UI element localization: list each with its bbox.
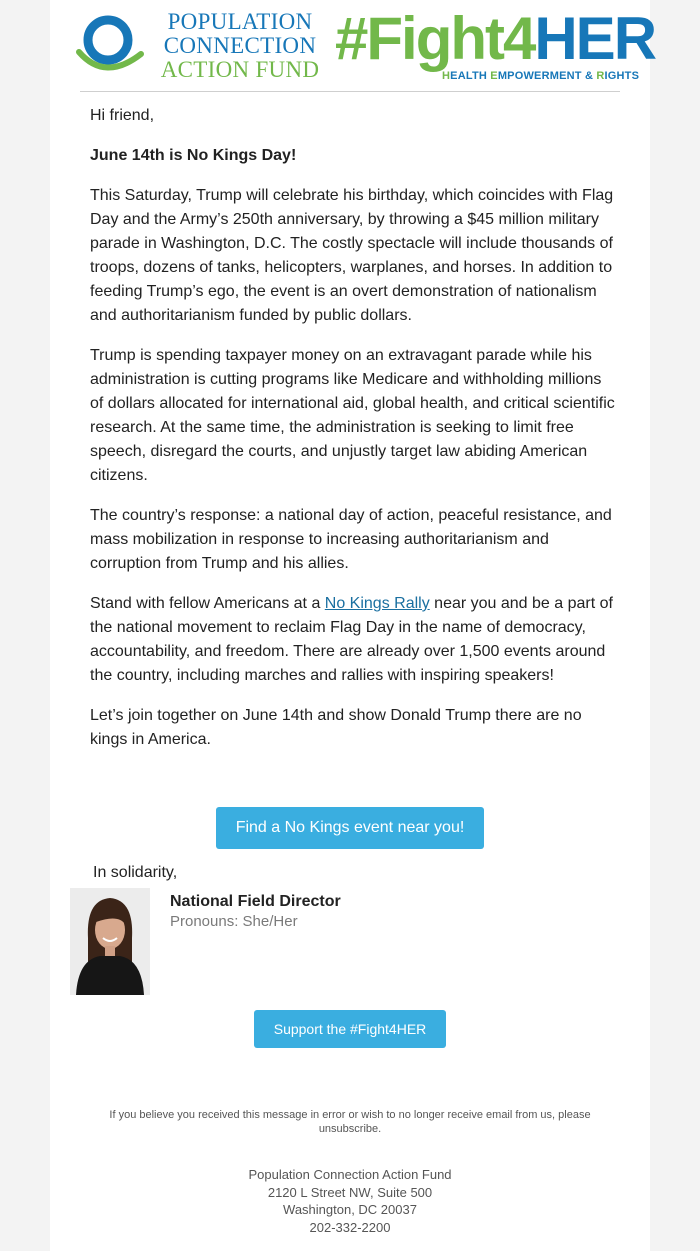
fight4her-logo xyxy=(335,6,655,72)
support-fight4her-button[interactable]: Support the #Fight4HER xyxy=(254,1010,446,1048)
paragraph-2: Trump is spending taxpayer money on an extravagant parade while his administration is cutting programs like Medicare and withholding millions of dollars allocated for international aid, global health, and critical scientific research. At the same time, the administration is seeking to limit free speech, disregard the courts, and unjustly target law abiding American citizens. xyxy=(90,347,615,484)
find-event-button[interactable]: Find a No Kings event near you! xyxy=(216,807,484,849)
paragraph-1: This Saturday, Trump will celebrate his birthday, which coincides with Flag Day and the Army’s 250th anniversary, by throwing a $45 million military parade in Washington, D.C. The costly spectacle will include thousands of troops, dozens of tanks, helicopters, warplanes, and horses. In addition to feeding Trump’s ego, the event is an overt demonstration of nationalism and authoritarianism funded by public dollars. xyxy=(90,187,614,324)
no-kings-rally-link[interactable]: No Kings Rally xyxy=(324,595,430,612)
org-name-line1: POPULATION xyxy=(167,9,313,34)
campaign-tagline: HEALTH EMPOWERMENT & RIGHTS xyxy=(442,70,640,82)
greeting: Hi friend, xyxy=(90,107,155,124)
population-connection-logo-icon xyxy=(75,12,145,82)
paragraph-4: Stand with fellow Americans at a No Kings Rally near you and be a part of the national movement to reclaim Flag Day in the name of democracy, accountability, and freedom. There are already over 1,500 events around the country, including marches and rallies with inspiring speakers! xyxy=(90,595,613,684)
email-body xyxy=(90,104,615,768)
footer-address xyxy=(50,1166,650,1236)
her-text: HER xyxy=(534,5,656,72)
unsubscribe-disclaimer: If you believe you received this message in error or wish to no longer receive email from us, please unsubscribe. xyxy=(109,1109,591,1135)
footer-street: 2120 L Street NW, Suite 500 xyxy=(267,1184,433,1200)
org-name-logo xyxy=(150,10,330,82)
footer-city: Washington, DC 20037 xyxy=(283,1202,417,1217)
email-card xyxy=(50,0,656,1251)
closing-text: In solidarity, xyxy=(93,864,178,881)
footer-org: Population Connection Action Fund xyxy=(248,1167,452,1182)
header-divider xyxy=(80,91,620,92)
org-name-line2: CONNECTION xyxy=(163,33,317,58)
footer-phone: 202-332-2200 xyxy=(309,1219,391,1235)
headline: June 14th is No Kings Day! xyxy=(90,147,297,164)
director-photo xyxy=(70,888,150,995)
signature-title: National Field Director xyxy=(170,893,341,910)
org-name-line3: ACTION FUND xyxy=(160,57,320,82)
paragraph-3: The country’s response: a national day of action, peaceful resistance, and mass mobilization in response to increasing authoritarianism and corruption from Trump and his allies. xyxy=(90,507,612,572)
email-header xyxy=(75,5,656,88)
paragraph-5: Let’s join together on June 14th and show Donald Trump there are no kings in America. xyxy=(90,707,582,748)
fight4-text: #Fight4 xyxy=(335,5,535,72)
signature-pronouns: Pronouns: She/Her xyxy=(170,913,298,930)
